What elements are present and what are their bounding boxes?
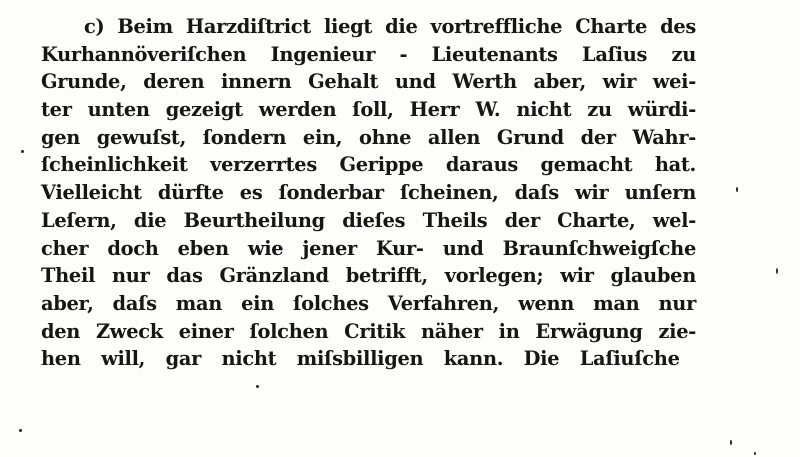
scan-speck (19, 429, 22, 432)
scan-speck (256, 385, 259, 388)
text-line-13: hen will, gar nicht miſsbilligen kann. Die Laſiuſche (41, 347, 680, 371)
text-line-4: ter unten gezeigt werden ſoll, Herr W. nicht zu würdi- (41, 98, 696, 122)
scan-speck (21, 150, 24, 153)
text-line-1: c) Beim Harzdiſtrict liegt die vortreffliche Charte des (84, 15, 696, 38)
text-line-9: cher doch eben wie jener Kur- und Braunſchweigſche (41, 236, 696, 260)
scan-speck (754, 452, 756, 455)
text-line-8: Leſern, die Beurtheilung dieſes Theils der Charte, wel- (41, 208, 696, 232)
text-paragraph (41, 13, 696, 373)
scan-speck (736, 187, 738, 192)
text-line-10: Theil nur das Gränzland betrifft, vorlegen; wir glauben (41, 264, 696, 288)
text-line-2: Kurhannöveriſchen Ingenieur - Lieutenants Laſius zu (41, 42, 696, 66)
text-line-3: Grunde, deren innern Gehalt und Werth aber, wir wei- (41, 70, 696, 94)
text-line-7: Vielleicht dürfte es ſonderbar ſcheinen, daſs wir unſern (41, 181, 696, 205)
scan-speck (730, 440, 732, 445)
text-line-11: aber, daſs man ein ſolches Verfahren, wenn man nur (41, 291, 696, 315)
text-line-6: ſcheinlichkeit verzerrtes Gerippe daraus gemacht hat. (41, 153, 696, 177)
text-line-12: den Zweck einer ſolchen Critik näher in Erwägung zie- (41, 319, 696, 343)
text-line-5: gen gewuſst, ſondern ein, ohne allen Grund der Wahr- (41, 125, 696, 149)
scan-speck (776, 268, 778, 274)
